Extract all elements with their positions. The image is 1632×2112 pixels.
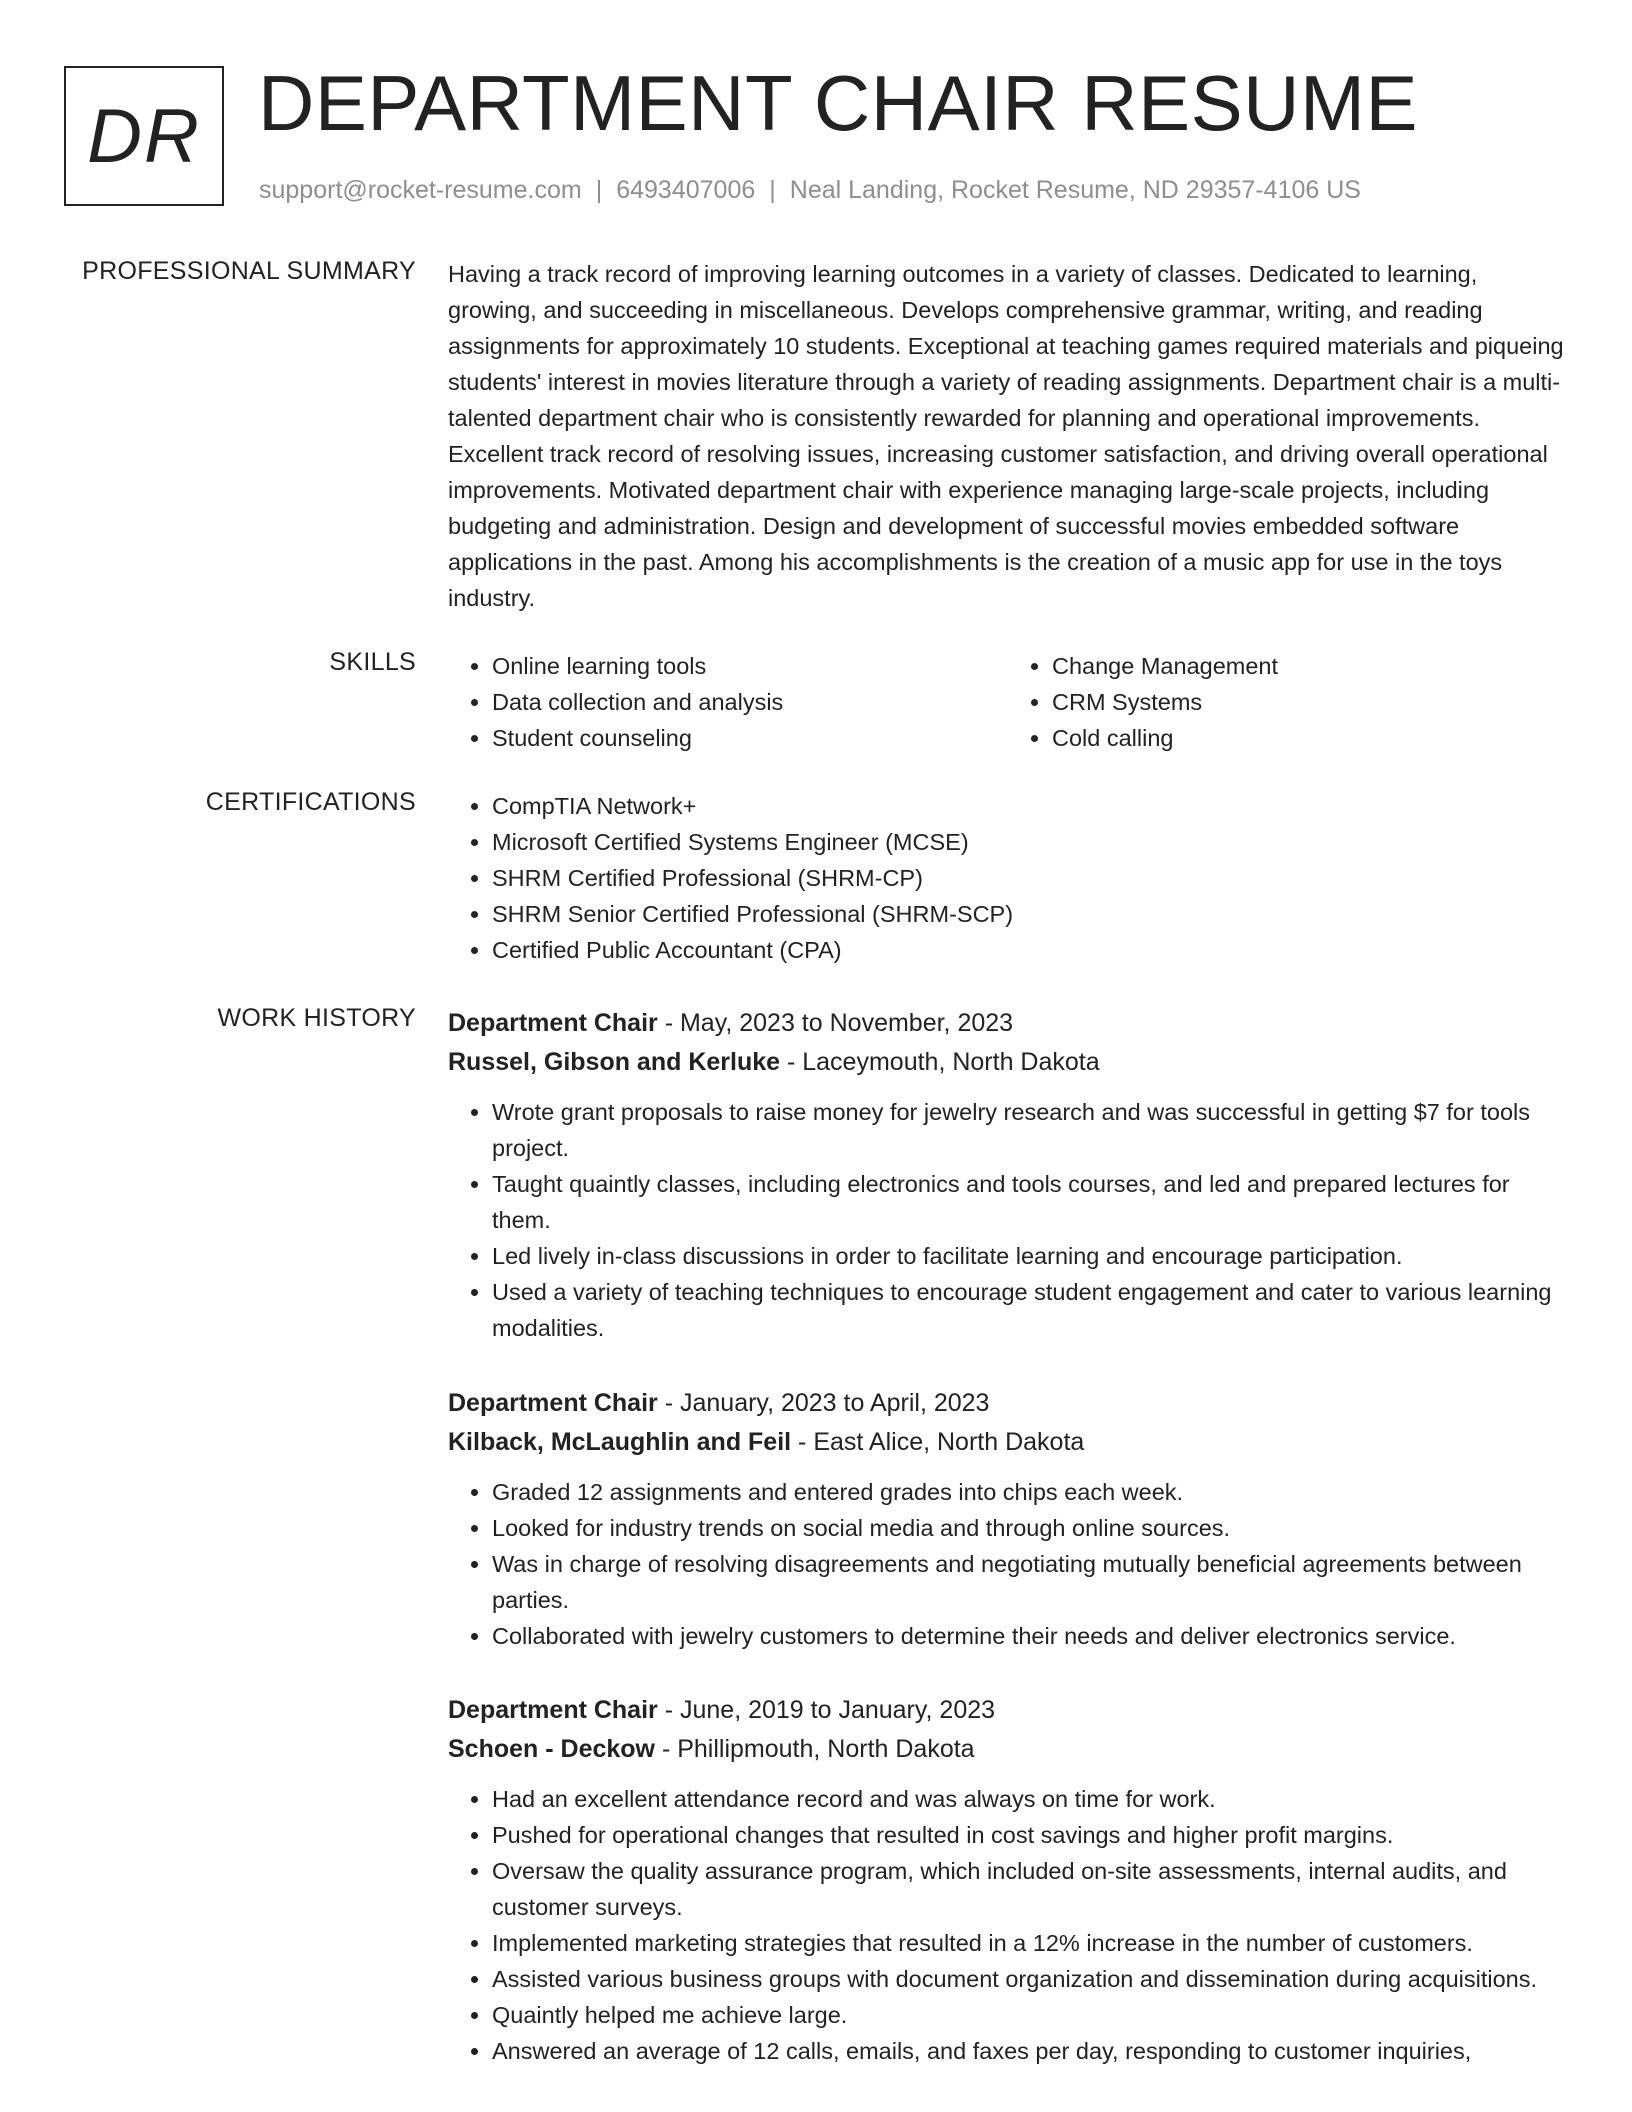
job-bullets xyxy=(448,1781,1568,2069)
section-body xyxy=(448,788,1568,968)
job-entry xyxy=(448,1691,1568,2069)
list-item: • Microsoft Certified Systems Engineer (MCSE) xyxy=(492,824,1568,860)
summary-text: Having a track record of improving learning outcomes in a variety of classes. Dedicated to learning, growing, and succeeding in miscellaneous. Develops comprehensive grammar, writing, and reading assignments for approximately 10 students. Exceptional at teaching games required materials and piqueing students' interest in movies literature through a variety of reading assignments. Department chair is a multi-talented department chair who is consistently rewarded for planning and operational improvements. Excellent track record of resolving issues, increasing customer satisfaction, and driving overall operational improvements. Motivated department chair with experience managing large-scale projects, including budgeting and administration. Design and development of successful movies embedded software applications in the past. Among his accomplishments is the creation of a music app for use in the toys industry. xyxy=(448,261,1564,611)
list-item: • CompTIA Network+ xyxy=(492,788,1568,824)
skills-grid xyxy=(448,648,1568,756)
skills-list-left xyxy=(448,648,1008,756)
job-location: Laceymouth, North Dakota xyxy=(802,1048,1100,1076)
job-title: Department Chair xyxy=(448,1389,658,1417)
job-entry xyxy=(448,1384,1568,1654)
list-item: • Change Management xyxy=(1052,648,1568,684)
section-label: CERTIFICATIONS xyxy=(205,788,416,816)
list-item: • Looked for industry trends on social media and through online sources. xyxy=(492,1510,1568,1546)
certifications-list xyxy=(448,788,1568,968)
dash: - xyxy=(657,1696,680,1724)
list-item: • Taught quaintly classes, including electronics and tools courses, and led and prepared lectures for them. xyxy=(492,1166,1568,1238)
list-item: • Collaborated with jewelry customers to determine their needs and deliver electronics service. xyxy=(492,1618,1568,1654)
list-item: • SHRM Certified Professional (SHRM-CP) xyxy=(492,860,1568,896)
job-dates: May, 2023 to November, 2023 xyxy=(679,1009,1014,1037)
dash: - xyxy=(791,1428,814,1456)
list-item: • Had an excellent attendance record and was always on time for work. xyxy=(492,1781,1568,1817)
page-title: DEPARTMENT CHAIR RESUME xyxy=(258,59,1418,147)
job-company-line xyxy=(448,1043,1568,1082)
list-item: • Led lively in-class discussions in order to facilitate learning and encourage participation. xyxy=(492,1238,1568,1274)
job-title: Department Chair xyxy=(448,1696,658,1724)
job-bullets xyxy=(448,1474,1568,1654)
job-dates: January, 2023 to April, 2023 xyxy=(679,1389,990,1417)
contact-email: support@rocket-resume.com xyxy=(259,176,582,204)
job-title-line xyxy=(448,1004,1568,1043)
contact-phone: 6493407006 xyxy=(616,176,756,204)
list-item: • Wrote grant proposals to raise money for jewelry research and was successful in getting $7 for tools project. xyxy=(492,1094,1568,1166)
job-title-line xyxy=(448,1691,1568,1730)
section-body xyxy=(448,256,1568,616)
list-item: • Assisted various business groups with document organization and dissemination during acquisitions. xyxy=(492,1961,1568,1997)
contact-separator: | xyxy=(595,176,603,204)
contact-address: Neal Landing, Rocket Resume, ND 29357-4106 US xyxy=(789,176,1361,204)
job-bullets xyxy=(448,1094,1568,1346)
list-item: • Was in charge of resolving disagreements and negotiating mutually beneficial agreements between parties. xyxy=(492,1546,1568,1618)
section-label: SKILLS xyxy=(329,648,416,676)
dash: - xyxy=(780,1048,803,1076)
list-item: • Oversaw the quality assurance program, which included on-site assessments, internal audits, and customer surveys. xyxy=(492,1853,1568,1925)
section-label: WORK HISTORY xyxy=(217,1004,416,1032)
job-title-line xyxy=(448,1384,1568,1423)
dash: - xyxy=(657,1389,680,1417)
job-location: East Alice, North Dakota xyxy=(813,1428,1085,1456)
job-company: Russel, Gibson and Kerluke xyxy=(448,1048,781,1076)
list-item: • Cold calling xyxy=(1052,720,1568,756)
job-company: Schoen - Deckow xyxy=(448,1735,655,1763)
list-item: • Implemented marketing strategies that resulted in a 12% increase in the number of customers. xyxy=(492,1925,1568,1961)
job-title: Department Chair xyxy=(448,1009,658,1037)
job-company-line xyxy=(448,1730,1568,1769)
list-item: • Pushed for operational changes that resulted in cost savings and higher profit margins. xyxy=(492,1817,1568,1853)
job-entry xyxy=(448,1004,1568,1346)
section-label: PROFESSIONAL SUMMARY xyxy=(82,257,416,285)
section-body xyxy=(448,648,1568,756)
list-item: • Online learning tools xyxy=(492,648,1008,684)
monogram-badge: DR xyxy=(64,66,224,206)
list-item: • Quaintly helped me achieve large. xyxy=(492,1997,1568,2033)
job-location: Phillipmouth, North Dakota xyxy=(677,1735,975,1763)
job-company-line xyxy=(448,1423,1568,1462)
job-dates: June, 2019 to January, 2023 xyxy=(679,1696,996,1724)
list-item: • Answered an average of 12 calls, emails, and faxes per day, responding to customer inquiries, xyxy=(492,2033,1568,2069)
list-item: • SHRM Senior Certified Professional (SHRM-SCP) xyxy=(492,896,1568,932)
list-item: • CRM Systems xyxy=(1052,684,1568,720)
contact-separator: | xyxy=(769,176,776,204)
job-company: Kilback, McLaughlin and Feil xyxy=(448,1428,792,1456)
list-item: • Data collection and analysis xyxy=(492,684,1008,720)
contact-line xyxy=(259,176,1361,205)
list-item: • Student counseling xyxy=(492,720,1008,756)
list-item: • Graded 12 assignments and entered grades into chips each week. xyxy=(492,1474,1568,1510)
list-item: • Certified Public Accountant (CPA) xyxy=(492,932,1568,968)
skills-list-right xyxy=(1008,648,1568,756)
list-item: • Used a variety of teaching techniques to encourage student engagement and cater to various learning modalities. xyxy=(492,1274,1568,1346)
dash: - xyxy=(657,1009,680,1037)
dash: - xyxy=(655,1735,678,1763)
